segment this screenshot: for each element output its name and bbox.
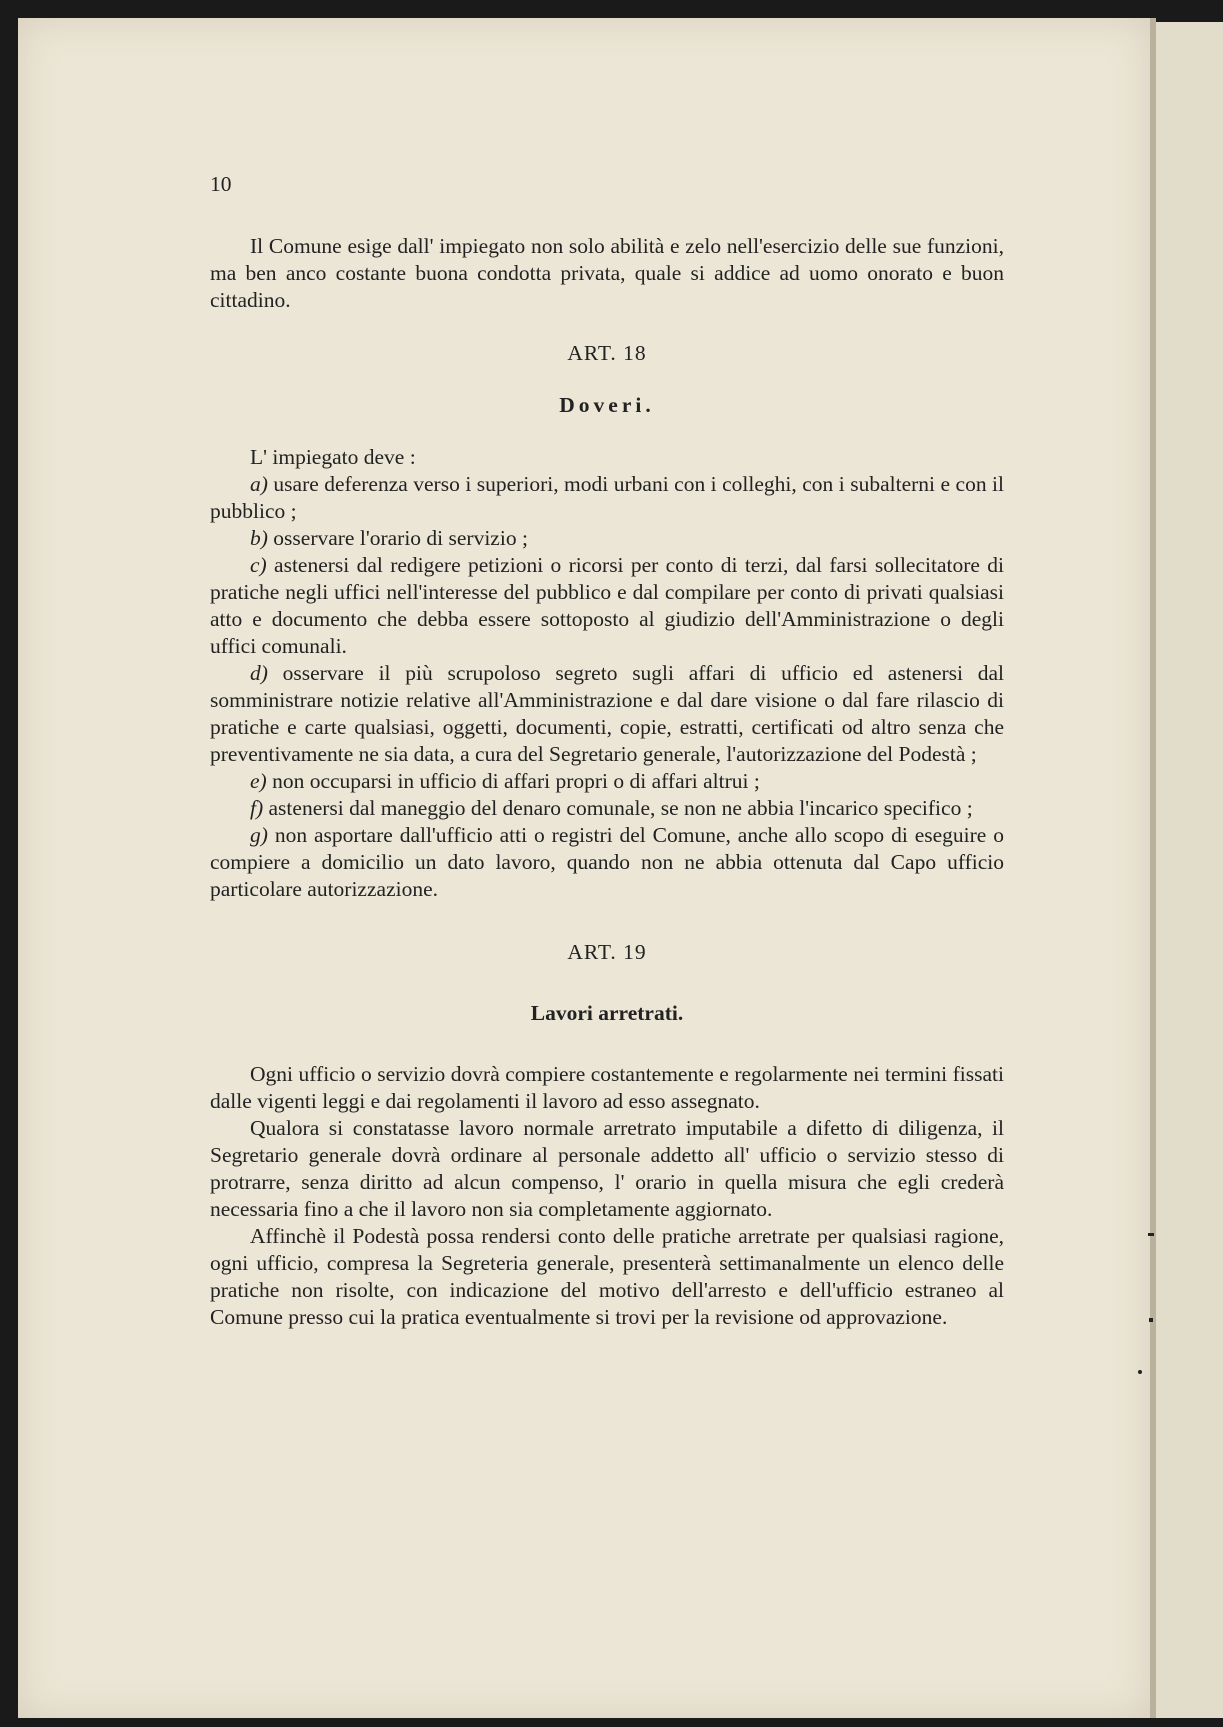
item-text: osservare l'orario di servizio ; [267,526,528,550]
item-marker: e) [250,769,267,793]
item-text: usare deferenza verso i superiori, modi urbani con i colleghi, con i subalterni e con il pubblico ; [210,472,1004,523]
art19-paragraph-1: Ogni ufficio o servizio dovrà compiere costantemente e regolarmente nei termini fissati dalle vigenti leggi e dai regolamenti il lavoro ad esso assegnato. [210,1062,1004,1113]
item-marker: c) [250,553,267,577]
art18-item-e [210,768,1004,795]
page-number: 10 [210,172,232,196]
art19-paragraph-2: Qualora si constatasse lavoro normale arretrato imputabile a difetto di diligenza, il Segretario generale dovrà ordinare al personale addetto all' ufficio o servizio stesso di protrarre, senza diritto ad alcun compenso, l' orario in quella misura che egli crederà necessaria fino a che il lavoro non sia completamente aggiornato. [210,1116,1004,1221]
item-marker: a) [250,472,268,496]
art19-title: Lavori arretrati. [530,1001,684,1025]
margin-mark [1149,1318,1153,1322]
margin-mark [1148,1233,1154,1236]
item-text: astenersi dal redigere petizioni o ricorsi per conto di terzi, dal farsi sollecitatore di pratiche negli uffici nell'interesse del pubblico e dal compilare per conto di privati qualsiasi atto e documento che debba essere sottoposto al giudizio dell'Amministrazione o degli uffici comunali. [210,553,1004,658]
art18-item-b [210,525,1004,552]
item-text: non asportare dall'ufficio atti o registri del Comune, anche allo scopo di eseguire o compiere a domicilio un dato lavoro, quando non ne abbia ottenuta dal Capo ufficio particolare autorizzazione. [210,823,1004,901]
art18-title: Doveri. [559,393,655,417]
page-content [210,233,1004,1331]
art18-label: ART. 18 [567,341,647,365]
item-marker: f) [250,796,264,820]
art18-item-g [210,822,1004,903]
adjacent-page-edge [1156,22,1223,1718]
item-marker: g) [250,823,268,847]
intro-paragraph: Il Comune esige dall' impiegato non solo abilità e zelo nell'esercizio delle sue funzioni, ma ben anco costante buona condotta privata, quale si addice ad uomo onorato e buon cittadino. [210,234,1004,312]
art18-lead: L' impiegato deve : [250,445,416,469]
item-text: astenersi dal maneggio del denaro comunale, se non ne abbia l'incarico specifico ; [263,796,973,820]
item-text: non occuparsi in ufficio di affari propri o di affari altrui ; [266,769,760,793]
art18-item-f [210,795,1004,822]
item-text: osservare il più scrupoloso segreto sugli affari di ufficio ed astenersi dal somministrare notizie relative all'Amministrazione e dal dare visione o dal fare rilascio di pratiche e carte qualsiasi, oggetti, documenti, copie, estratti, certificati od altro senza che preventivamente ne sia data, a cura del Segretario generale, l'autorizzazione del Podestà ; [210,661,1004,766]
art18-item-d [210,660,1004,768]
art19-label: ART. 19 [567,940,647,964]
item-marker: b) [250,526,268,550]
art19-paragraph-3: Affinchè il Podestà possa rendersi conto delle pratiche arretrate per qualsiasi ragione, ogni ufficio, compresa la Segreteria generale, presenterà settimanalmente un elenco delle pratiche non risolte, con indicazione del motivo dell'arresto e dell'ufficio estraneo al Comune presso cui la pratica eventualmente si trovi per la revisione od approvazione. [210,1224,1004,1329]
margin-mark [1138,1370,1142,1374]
art18-item-c [210,552,1004,660]
item-marker: d) [250,661,268,685]
art18-item-a [210,471,1004,525]
